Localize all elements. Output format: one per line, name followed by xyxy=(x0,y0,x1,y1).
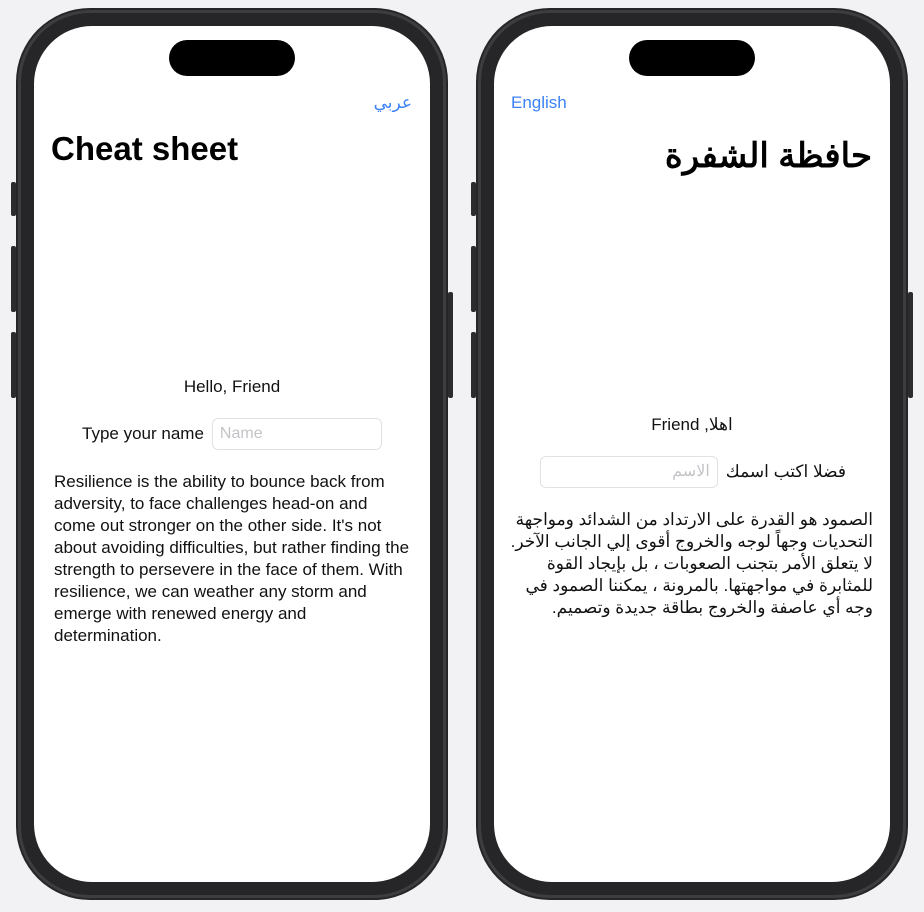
action-button xyxy=(11,182,16,216)
action-button xyxy=(471,182,476,216)
phone-arabic xyxy=(476,8,908,900)
greeting-text: اهلا, Friend xyxy=(651,415,733,434)
volume-up-button xyxy=(471,246,476,312)
greeting-text: Hello, Friend xyxy=(183,377,281,396)
volume-up-button xyxy=(11,246,16,312)
page-title: حافظة الشفرة xyxy=(664,137,872,175)
name-input[interactable] xyxy=(540,456,718,488)
resilience-paragraph: Resilience is the ability to bounce back from adversity, to face challenges head-on and come out stronger on the other side. It's not about avoiding difficulties, but rather finding the strength to persevere in the face of them. With resilience, we can weather any storm and emerge with renewed energy and determination. xyxy=(54,472,410,645)
name-row xyxy=(82,418,382,450)
language-toggle-button[interactable]: English xyxy=(511,93,567,112)
page-title: Cheat sheet xyxy=(51,130,239,167)
name-row xyxy=(540,456,846,488)
name-label: فضلا اكتب اسمك xyxy=(725,462,846,481)
phone-english xyxy=(16,8,448,900)
name-input[interactable] xyxy=(212,418,382,450)
language-toggle-button[interactable]: عربي xyxy=(373,93,412,112)
screen-english xyxy=(34,26,430,882)
volume-down-button xyxy=(471,332,476,398)
name-label: Type your name xyxy=(82,424,204,443)
power-button xyxy=(448,292,453,398)
dynamic-island xyxy=(629,40,755,76)
screen-arabic xyxy=(494,26,890,882)
dynamic-island xyxy=(169,40,295,76)
resilience-paragraph: الصمود هو القدرة على الارتداد من الشدائد ومواجهة التحديات وجهاً لوجه والخروج أقوى إلي الجانب الآخر. لا يتعلق الأمر بتجنب الصعوبات ، بل بإيجاد القوة للمثابرة في مواجهتها. بالمرونة ، يمكننا الصمود في وجه أي عاصفة والخروج بطاقة جديدة وتصميم. xyxy=(510,510,873,617)
power-button xyxy=(908,292,913,398)
volume-down-button xyxy=(11,332,16,398)
